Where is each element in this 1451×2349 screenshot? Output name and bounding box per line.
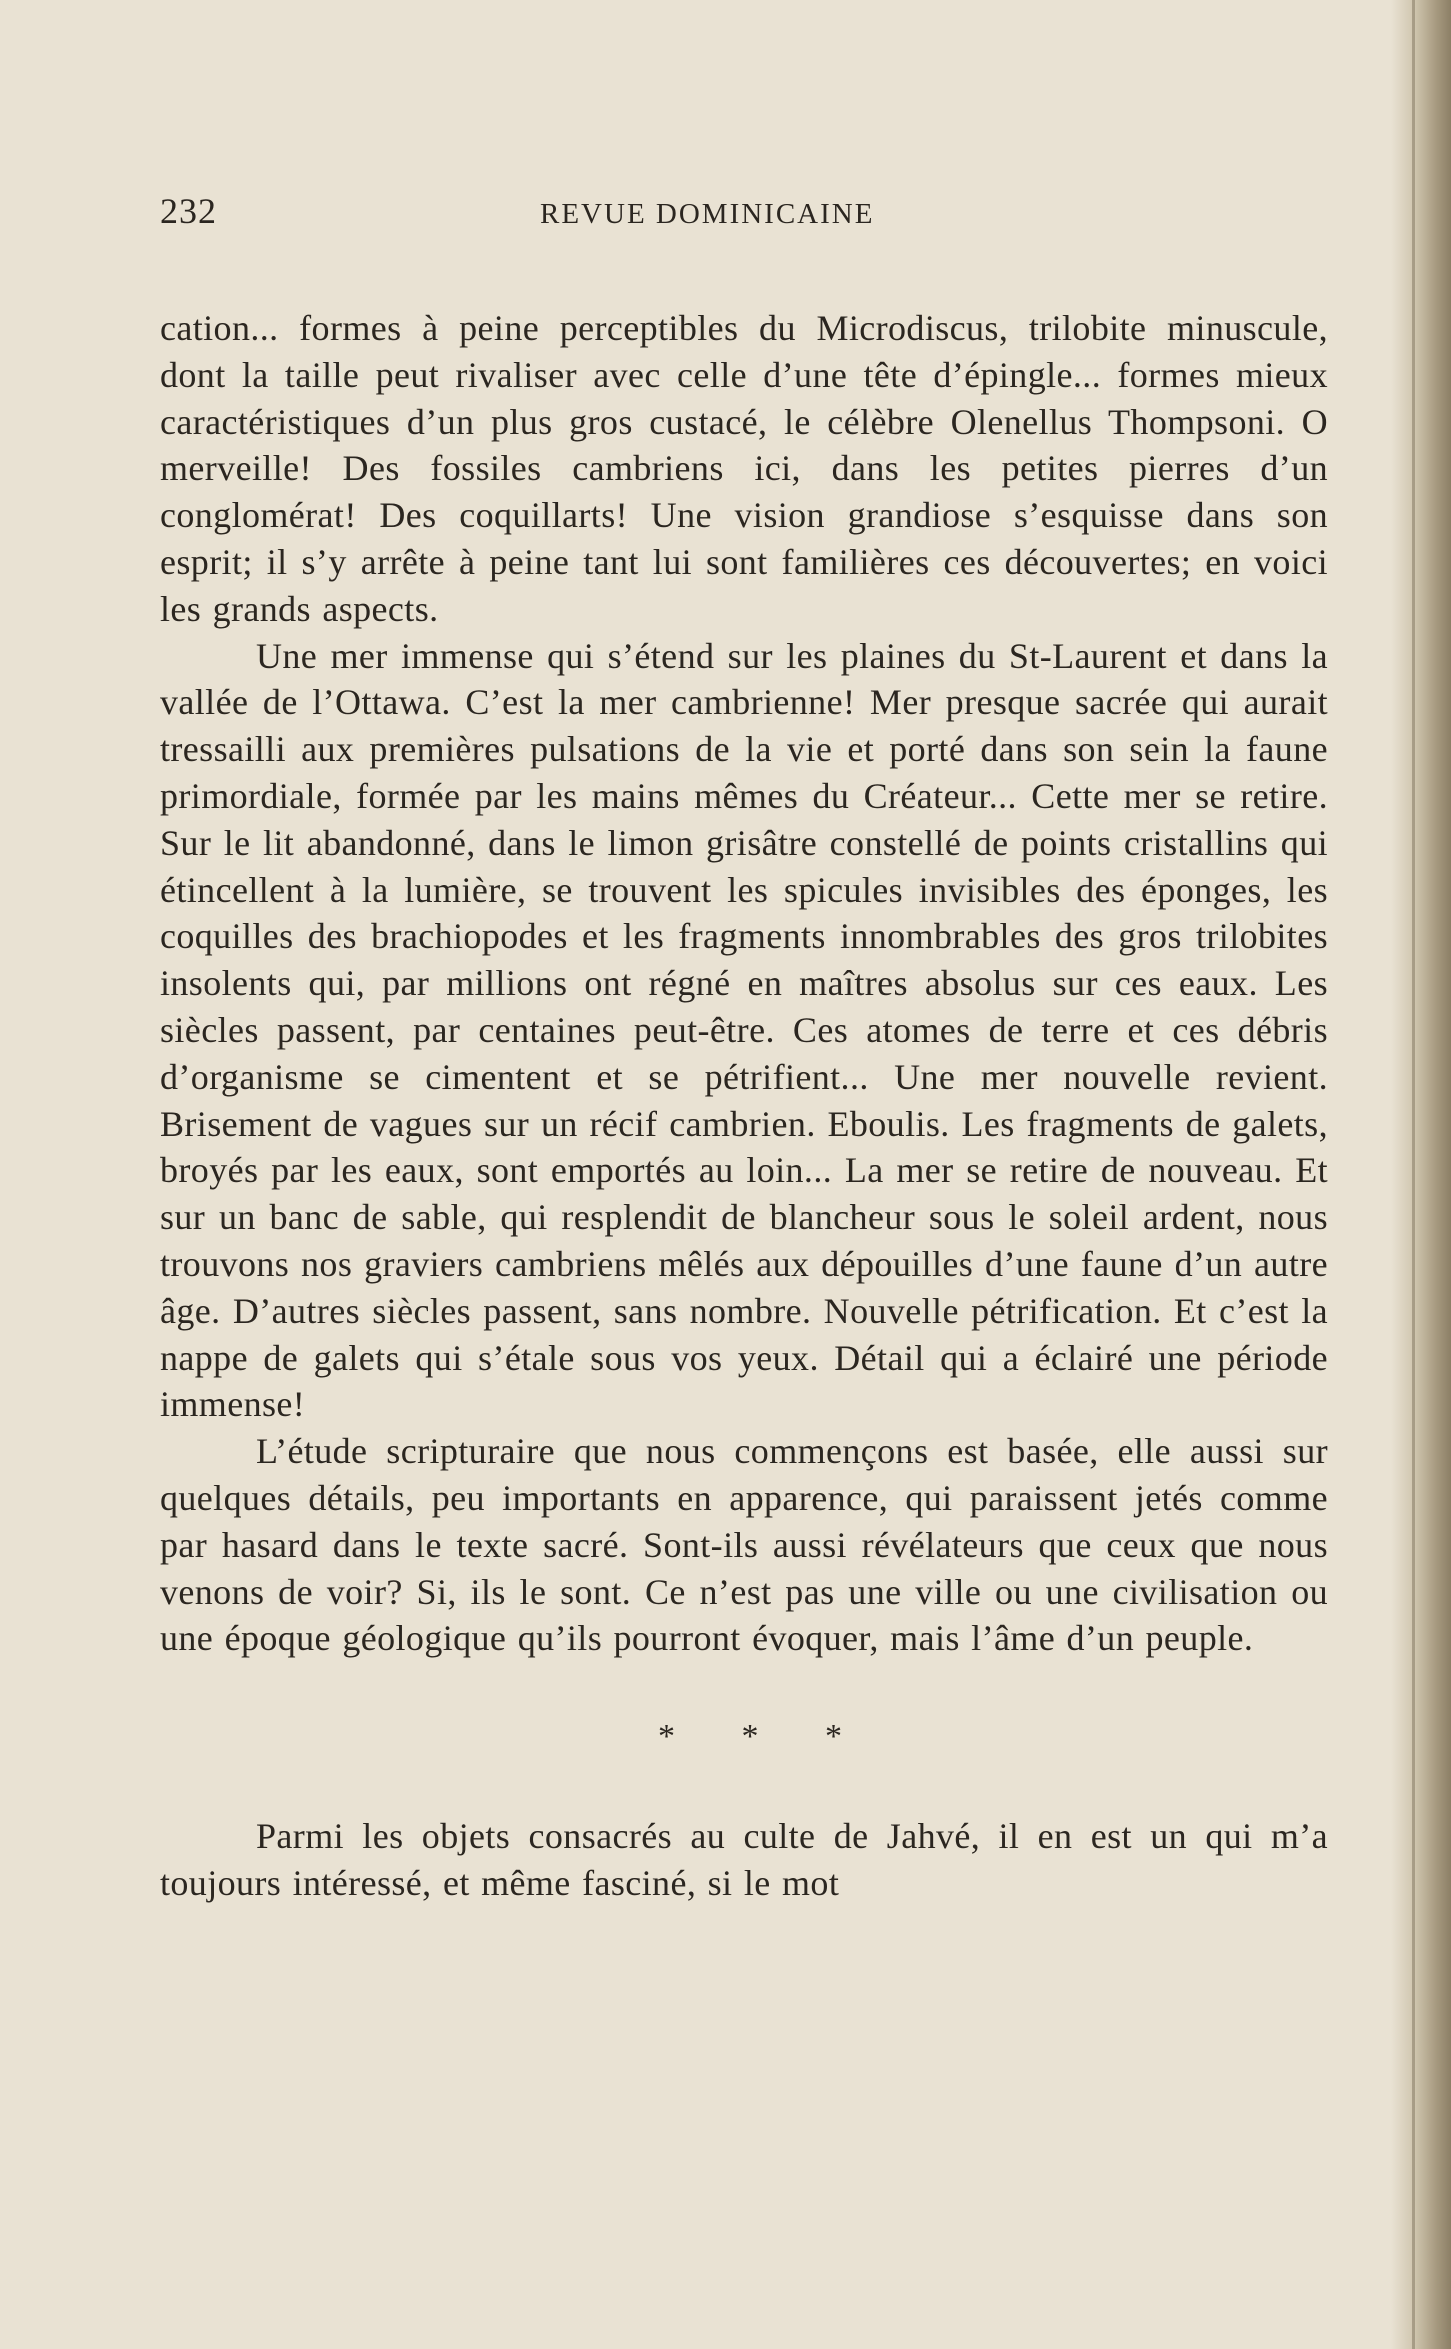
paragraph-3: L’étude scripturaire que nous commençons est basée, elle aussi sur quelques détails, peu importants en apparence, qui paraissent jetés comme par hasard dans le texte sacré. Sont-ils aussi révélateurs que ceux que nous venons de voir? Si, ils le sont. Ce n’est pas une ville ou une civilisation ou une époque géologique qu’ils pourront évoquer, mais l’âme d’un peuple. (160, 1431, 1328, 1659)
page-body (160, 305, 1328, 1907)
running-head: REVUE DOMINICAINE (540, 198, 875, 230)
page-header (160, 190, 1328, 250)
page-number: 232 (160, 191, 217, 231)
section-separator: * * * (658, 1718, 870, 1756)
paragraph-closing: Parmi les objets consacrés au culte de Jahvé, il en est un qui m’a toujours intéressé, et même fasciné, si le mot (160, 1815, 1328, 1903)
page-edge-shadow (1391, 0, 1451, 2349)
book-page (160, 190, 1328, 1907)
paragraph-1: cation... formes à peine perceptibles du Microdiscus, trilobite minuscule, dont la taille peut rivaliser avec celle d’une tête d’épingle... formes mieux caractéristiques d’un plus gros custacé, le célèbre Olenellus Thompsoni. O merveille! Des fossiles cambriens ici, dans les petites pierres d’un conglomérat! Des coquillarts! Une vision grandiose s’esquisse dans son esprit; il s’y arrête à peine tant lui sont familières ces découvertes; en voici les grands aspects. (160, 308, 1328, 629)
paragraph-2: Une mer immense qui s’étend sur les plaines du St-Laurent et dans la vallée de l’Ottawa. C’est la mer cambrienne! Mer presque sacrée qui aurait tressailli aux premières pulsations de la vie et porté dans son sein la faune primordiale, formée par les mains mêmes du Créateur... Cette mer se retire. Sur le lit abandonné, dans le limon grisâtre constellé de points cristallins qui étincellent à la lumière, se trouvent les spicules invisibles des éponges, les coquilles des brachiopodes et les fragments innombrables des gros trilobites insolents qui, par millions ont régné en maîtres absolus sur ces eaux. Les siècles passent, par centaines peut-être. Ces atomes de terre et ces débris d’organisme se cimentent et se pétrifient... Une mer nouvelle revient. Brisement de vagues sur un récif cambrien. Eboulis. Les fragments de galets, broyés par les eaux, sont emportés au loin... La mer se retire de nouveau. Et sur un banc de sable, qui resplendit de blancheur sous le soleil ardent, nous trouvons nos graviers cambriens mêlés aux dépouilles d’une faune d’un autre âge. D’autres siècles passent, sans nombre. Nouvelle pétrification. Et c’est la nappe de galets qui s’étale sous vos yeux. Détail qui a éclairé une période immense! (160, 635, 1328, 1425)
binding-line (1412, 0, 1415, 2349)
